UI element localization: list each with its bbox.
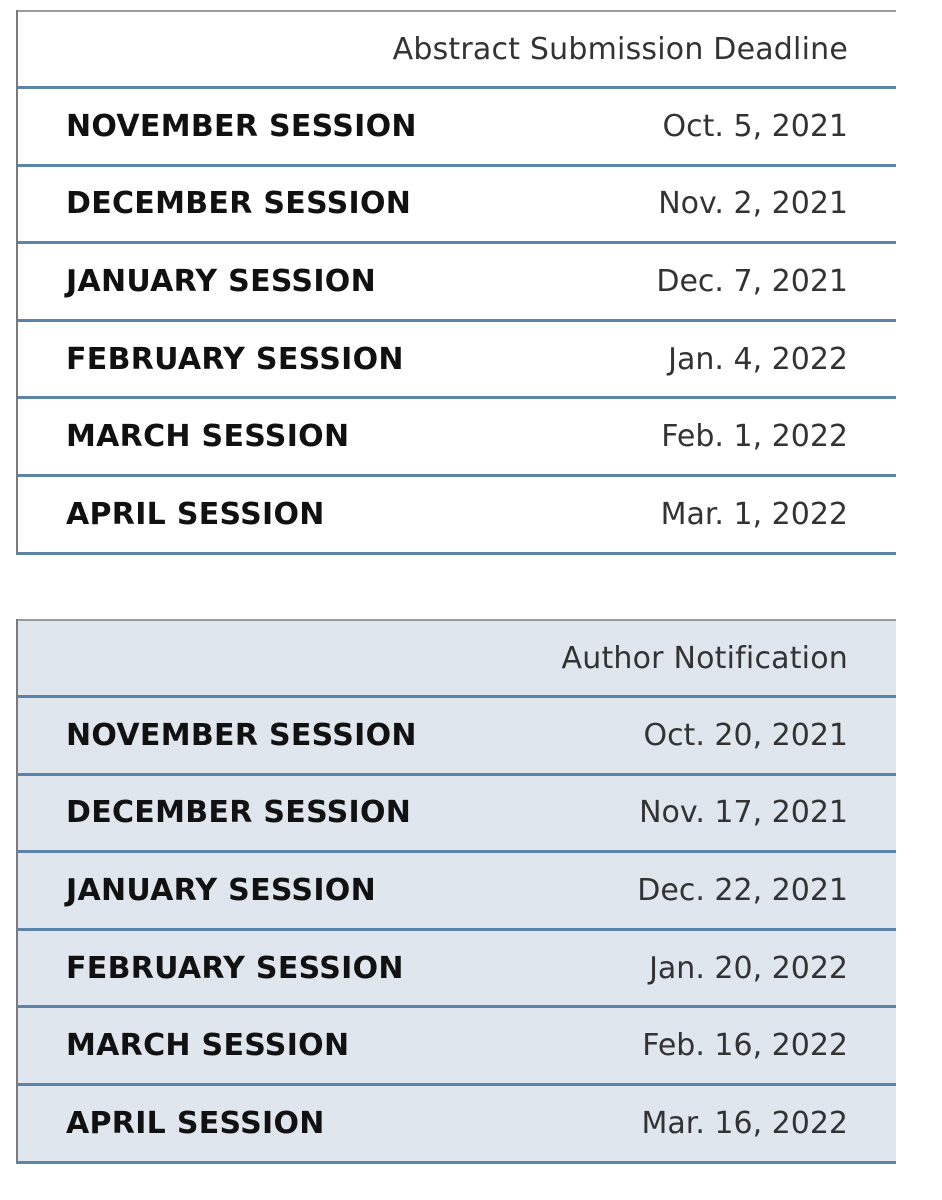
session-name: NOVEMBER SESSION [66,108,417,144]
table-row [18,1086,896,1164]
column-header-label: Abstract Submission Deadline [392,31,848,67]
table-row [18,167,896,245]
author-notification-table [16,619,896,1164]
session-name: JANUARY SESSION [66,872,377,908]
session-name: APRIL SESSION [66,1105,325,1141]
table-row [18,322,896,400]
session-name: FEBRUARY SESSION [66,341,404,377]
session-date: Oct. 5, 2021 [662,108,848,144]
session-name: MARCH SESSION [66,419,350,455]
session-date: Oct. 20, 2021 [643,717,848,753]
session-date: Dec. 22, 2021 [637,872,848,908]
table-row [18,477,896,555]
session-date: Mar. 16, 2022 [641,1105,848,1141]
session-name: FEBRUARY SESSION [66,950,404,986]
session-name: DECEMBER SESSION [66,795,412,831]
abstract-submission-deadline-table [16,10,896,555]
session-date: Jan. 4, 2022 [668,341,848,377]
session-date: Feb. 1, 2022 [661,419,848,455]
session-name: NOVEMBER SESSION [66,717,417,753]
table-row [18,776,896,854]
session-name: JANUARY SESSION [66,263,377,299]
table-row [18,853,896,931]
session-date: Feb. 16, 2022 [642,1028,848,1064]
table-row [18,399,896,477]
session-date: Nov. 2, 2021 [658,186,848,222]
session-date: Nov. 17, 2021 [639,795,848,831]
session-name: DECEMBER SESSION [66,186,412,222]
table-row [18,1008,896,1086]
session-date: Jan. 20, 2022 [649,950,848,986]
session-name: MARCH SESSION [66,1028,350,1064]
table-row [18,244,896,322]
column-header-label: Author Notification [561,640,848,676]
table-header [18,619,896,698]
table-header [18,10,896,89]
table-row [18,931,896,1009]
session-date: Dec. 7, 2021 [656,263,848,299]
table-row [18,89,896,167]
session-name: APRIL SESSION [66,496,325,532]
session-date: Mar. 1, 2022 [660,496,848,532]
table-row [18,698,896,776]
